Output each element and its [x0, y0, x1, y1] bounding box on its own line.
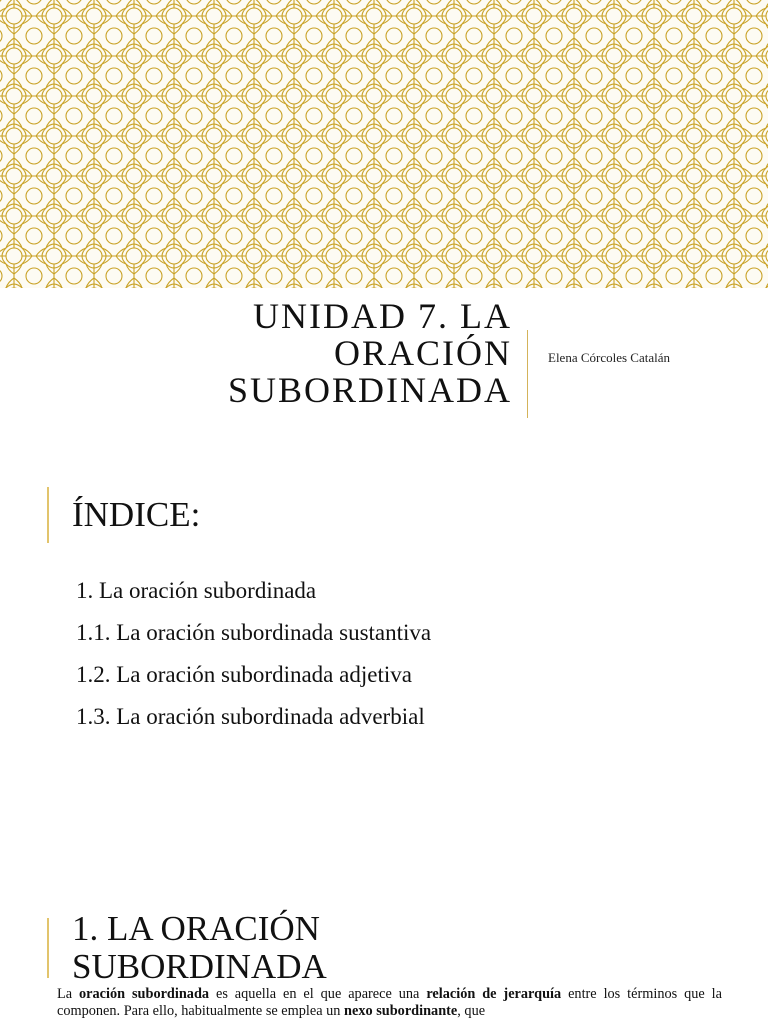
author-name: Elena Córcoles Catalán	[548, 350, 671, 365]
paragraph-text: es aquella en el que aparece una	[209, 986, 427, 1002]
index-accent-bar	[47, 487, 49, 543]
title-line: UNIDAD 7. LA	[253, 296, 512, 336]
paragraph-bold-term: oración subordinada	[79, 986, 210, 1002]
paragraph-text: entre los términos que la componen. Para ello, habitualmente se emplea un	[57, 986, 722, 1019]
index-item: 1.3. La oración subordinada adverbial	[76, 704, 425, 729]
lattice-pattern-icon	[0, 0, 768, 288]
paragraph-text: , que	[457, 1003, 486, 1019]
index-list	[76, 577, 431, 745]
title-divider	[527, 330, 528, 418]
section-heading	[72, 910, 327, 986]
paragraph-bold-term: relación de jerarquía	[426, 986, 562, 1002]
index-item: 1. La oración subordinada	[76, 578, 317, 603]
index-item: 1.2. La oración subordinada adjetiva	[76, 662, 412, 687]
page-title	[228, 298, 512, 409]
paragraph-bold-term: nexo subordinante	[344, 1003, 458, 1019]
decorative-pattern-banner	[0, 0, 768, 288]
section-accent-bar	[47, 918, 49, 978]
index-item: 1.1. La oración subordinada sustantiva	[76, 620, 432, 645]
section-heading-line: SUBORDINADA	[72, 947, 327, 986]
index-heading: ÍNDICE:	[72, 495, 201, 534]
title-line: ORACIÓN	[333, 333, 512, 373]
section-heading-line: 1. LA ORACIÓN	[72, 909, 320, 948]
body-paragraph	[57, 986, 722, 1020]
paragraph-text: La	[57, 986, 79, 1002]
title-line: SUBORDINADA	[227, 370, 512, 410]
